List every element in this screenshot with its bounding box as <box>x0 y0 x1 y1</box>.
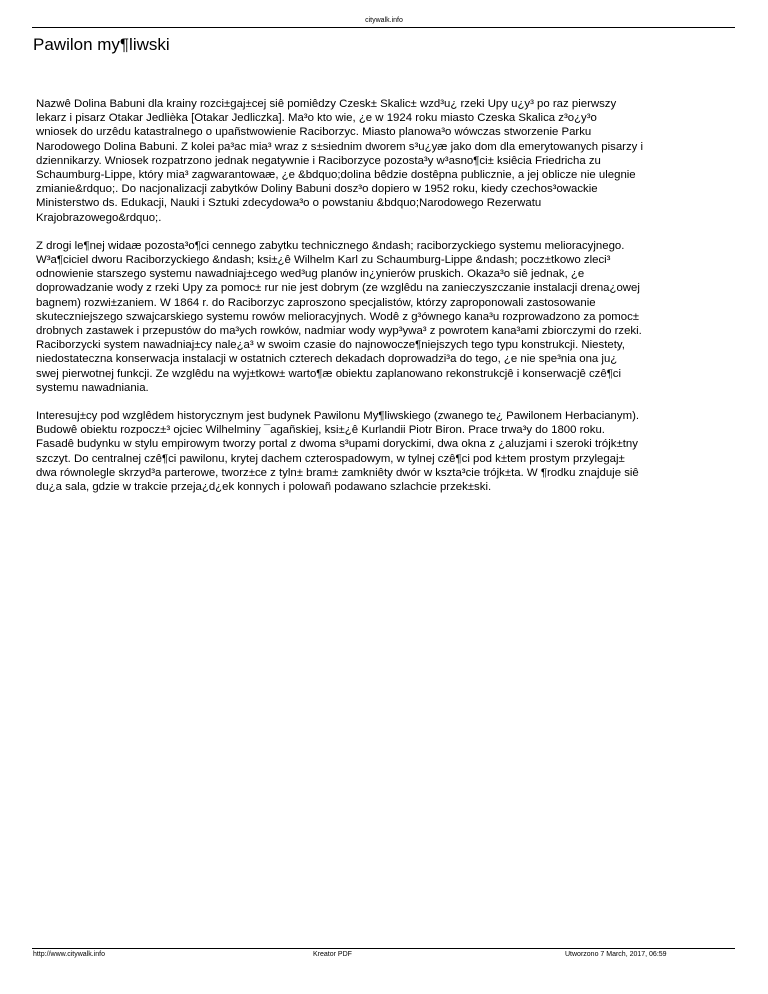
text-line: Krajobrazowego&rdquo;. <box>36 211 162 224</box>
text-line: Budowê obiektu rozpocz±³ ojciec Wilhelminy ¯agañskiej, ksi±¿ê Kurlandii Piotr Biron. Prace trwa³y do 1800 roku. <box>36 424 605 437</box>
text-line: zmianie&rdquo;. Do nacjonalizacji zabytków Doliny Babuni dosz³o dopiero w 1952 roku, kiedy czechos³owackie <box>36 183 598 196</box>
text-line: systemu nawadniania. <box>36 381 149 394</box>
text-line: dziennikarzy. Wniosek rozpatrzono jednak negatywnie i Raciborzyce pozosta³y w³asno¶ci± ksiêcia Friedricha zu <box>36 154 601 167</box>
text-line: du¿a sala, gdzie w trakcie przeja¿d¿ek konnych i polowañ podawano szlachcie przek±ski. <box>36 481 492 494</box>
text-line: Ministerstwo ds. Edukacji, Nauki i Sztuki zdecydowa³o o powstaniu &bdquo;Narodowego Rezerwatu <box>36 197 542 210</box>
text-line: swej pierwotnej funkcji. Ze wzglêdu na wyj±tkow± warto¶æ obiektu zaplanowano rekonstrukcjê i konserwacjê czê¶ci <box>36 367 622 380</box>
text-line: Raciborzycki system nawadniaj±cy nale¿a³ w swoim czasie do najnowocze¶niejszych tego typu konstrukcji. Niestety, <box>36 339 625 352</box>
header-divider <box>32 27 735 28</box>
footer-creator: Kreator PDF <box>313 951 352 958</box>
text-line: niedostateczna konserwacja instalacji w ostatnich czterech dekadach doprowadzi³a do tego, ¿e nie spe³nia ona ju¿ <box>36 353 618 366</box>
text-line: Z drogi le¶nej widaæ pozosta³o¶ci cennego zabytku technicznego &ndash; raciborzyckiego systemu melioracyjnego. <box>36 239 625 252</box>
page-header-site: citywalk.info <box>365 17 403 24</box>
text-line: szczyt. Do centralnej czê¶ci pawilonu, krytej dachem czterospadowym, w tylnej czê¶ci pod k±tem prostym przylegaj± <box>36 452 625 465</box>
text-line: odnowienie starszego systemu nawadniaj±cego wed³ug planów in¿ynierów pruskich. Okaza³o siê jednak, ¿e <box>36 268 585 281</box>
page-title: Pawilon my¶liwski <box>33 35 170 54</box>
text-line: Schaumburg-Lippe, który mia³ zagwarantowaæ, ¿e &bdquo;dolina bêdzie dostêpna publicznie, a jej oblicze nie ulegnie <box>36 169 636 182</box>
text-line: wniosek do urzêdu katastralnego o upañstwowienie Raciborzyc. Miasto planowa³o wówczas stworzenie Parku <box>36 126 592 139</box>
article-paragraph <box>36 409 734 494</box>
text-line: Interesuj±cy pod wzglêdem historycznym jest budynek Pawilonu My¶liwskiego (zwanego te¿ Pawilonem Herbacianym). <box>36 410 640 423</box>
article-body <box>36 97 734 508</box>
text-line: dwa równolegle skrzyd³a parterowe, tworz±ce z tyln± bram± zamkniêty dwór w kszta³cie trójk±ta. W ¶rodku znajduje siê <box>36 466 639 479</box>
text-line: doprowadzanie wody z rzeki Upy za pomoc± rur nie jest dobrym (ze wzglêdu na zanieczyszczanie instalacji drena¿owej <box>36 282 640 295</box>
footer-divider <box>32 948 735 949</box>
text-line: skuteczniejszego szwajcarskiego systemu rowów melioracyjnych. Wodê z g³ównego kana³u rozprowadzono za pomoc± <box>36 310 640 323</box>
text-line: W³a¶ciciel dworu Raciborzyckiego &ndash; ksi±¿ê Wilhelm Karl zu Schaumburg-Lippe &ndash; pocz±tkowo zleci³ <box>36 254 611 267</box>
text-line: drobnych zastawek i przepustów do ma³ych rowków, nadmiar wody wyp³ywa³ z powrotem kana³ami zbiorczymi do rzeki. <box>36 325 642 338</box>
article-paragraph <box>36 97 734 225</box>
text-line: lekarz i pisarz Otakar Jedlièka [Otakar Jedliczka]. Ma³o kto wie, ¿e w 1924 roku miasto Czeska Skalica z³o¿y³o <box>36 112 597 125</box>
text-line: bagnem) rozwi±zaniem. W 1864 r. do Raciborzyc zaproszono specjalistów, którzy zaproponowali zastosowanie <box>36 296 596 309</box>
text-line: Narodowego Dolina Babuni. Z kolei pa³ac mia³ wraz z s±siednim dworem s³u¿yæ jako dom dla emerytowanych pisarzy i <box>36 140 644 153</box>
article-paragraph <box>36 239 734 395</box>
text-line: Nazwê Dolina Babuni dla krainy rozci±gaj±cej siê pomiêdzy Czesk± Skalic± wzd³u¿ rzeki Upy u¿y³ po raz pierwszy <box>36 98 617 110</box>
text-line: Fasadê budynku w stylu empirowym tworzy portal z dwoma s³upami doryckimi, dwa okna z ¿aluzjami i szeroki trójk±tny <box>36 438 638 451</box>
footer-url: http://www.citywalk.info <box>33 951 105 958</box>
footer-created-date: Utworzono 7 March, 2017, 06:59 <box>565 951 667 958</box>
